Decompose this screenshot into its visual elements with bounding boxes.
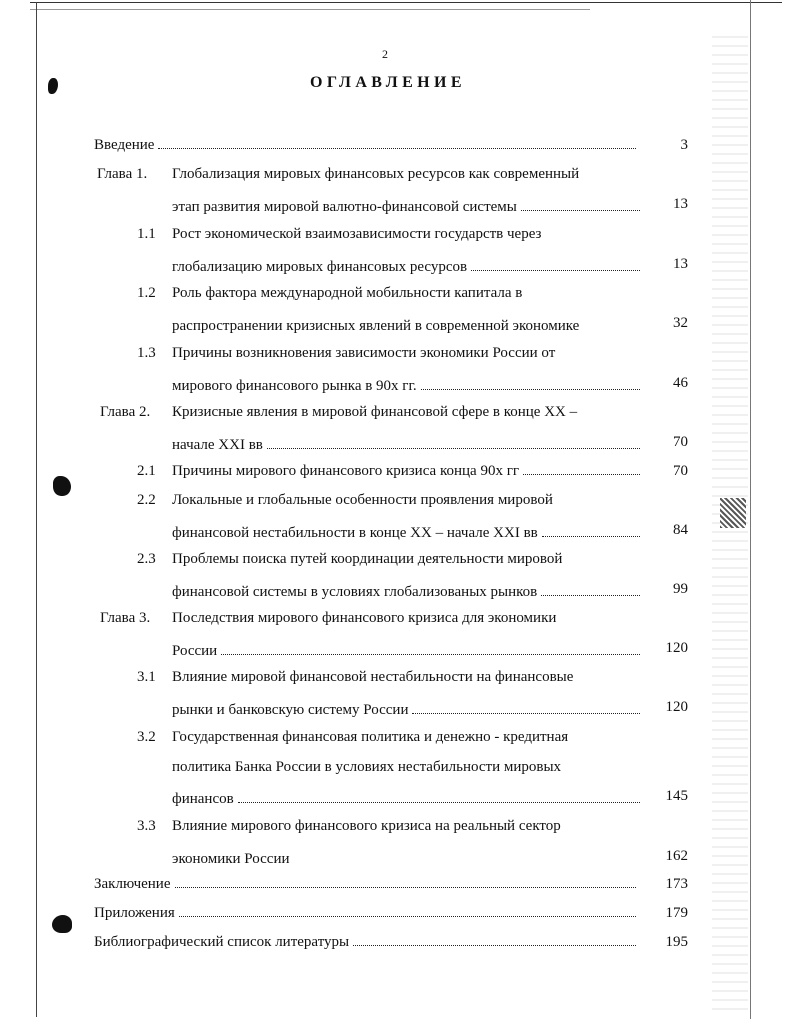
toc-entry-section-1-3[interactable] [0,345,700,405]
toc-entry-label: 1.2 [137,285,156,301]
dot-leader [521,210,640,211]
scan-edge [30,9,590,10]
toc-entry-title: Последствия мирового финансового кризиса для экономики [172,610,557,626]
toc-entry-label: Глава 1. [97,166,148,182]
toc-page-number: 84 [673,522,688,538]
toc-entry-title-cont: финансовой нестабильности в конце XX – начале XXI вв [172,525,538,541]
toc-entry-title: Заключение [94,876,171,892]
toc-entry-label: 2.3 [137,551,156,567]
dot-leader [158,148,636,149]
dot-leader [542,536,640,537]
dot-leader [179,916,636,917]
toc-entry-title: Причины мирового финансового кризиса конца 90х гг [172,463,519,479]
toc-page-number: 70 [673,434,688,450]
toc-entry-title: Причины возникновения зависимости экономики России от [172,345,556,361]
toc-entry-bibliography[interactable] [0,934,700,964]
dot-leader [523,474,640,475]
toc-entry-intro[interactable] [0,137,700,167]
toc-page-number: 162 [665,848,688,864]
toc-page-number: 32 [673,315,688,331]
toc-entry-title: Проблемы поиска путей координации деятельности мировой [172,551,563,567]
dot-leader [541,595,640,596]
toc-entry-section-1-2[interactable] [0,285,700,345]
toc-entry-title-cont: глобализацию мировых финансовых ресурсов [172,259,468,275]
toc-entry-title-cont: финансовой системы в условиях глобализованых рынков [172,584,538,600]
toc-entry-label: 1.1 [137,226,156,242]
dot-leader [175,887,637,888]
toc-page-number: 46 [673,375,688,391]
toc-entry-title-cont: мирового финансового рынка в 90х гг. [172,378,417,394]
toc-page-number: 173 [665,876,688,892]
toc-page-number: 145 [665,788,688,804]
toc-entry-title: Роль фактора международной мобильности капитала в [172,285,523,301]
toc-entry-section-3-3[interactable] [0,818,700,878]
toc-entry-label: Глава 3. [100,610,151,626]
toc-entry-label: 3.2 [137,729,156,745]
toc-entry-label: Глава 2. [100,404,151,420]
dot-leader [267,448,640,449]
toc-entry-chapter-3[interactable] [0,610,700,670]
toc-entry-title: Влияние мировой финансовой нестабильности на финансовые [172,669,574,685]
toc-entry-chapter-2[interactable] [0,404,700,464]
toc-entry-section-2-3[interactable] [0,551,700,611]
dot-leader [471,270,640,271]
toc-entry-title-cont: начале XXI вв [172,437,263,453]
toc-entry-section-3-2[interactable] [0,729,700,819]
toc-entry-section-2-1[interactable] [0,463,700,493]
toc-entry-title: Кризисные явления в мировой финансовой сфере в конце XX – [172,404,578,420]
page-number: 2 [382,47,388,61]
ink-blot [48,78,58,94]
dot-leader [421,389,640,390]
page-title: ОГЛАВЛЕНИЕ [310,74,466,91]
toc-entry-title-cont: экономики России [172,851,290,867]
toc-page-number: 3 [680,137,688,153]
toc-entry-label: 2.1 [137,463,156,479]
toc-entry-title-cont: рынки и банковскую систему России [172,702,409,718]
toc-entry-title: Влияние мирового финансового кризиса на реальный сектор [172,818,561,834]
toc-page-number: 70 [673,463,688,479]
toc-entry-title: Введение [94,137,155,153]
dot-leader [353,945,636,946]
toc-entry-title: Приложения [94,905,175,921]
toc-entry-title: Государственная финансовая политика и денежно - кредитная [172,729,569,745]
toc-entry-chapter-1[interactable] [0,166,700,226]
dot-leader [221,654,640,655]
toc-entry-title-cont: распространении кризисных явлений в современной экономике [172,318,580,334]
scan-edge [750,0,751,1019]
toc-page-number: 120 [665,699,688,715]
toc-entry-title: Рост экономической взаимозависимости государств через [172,226,542,242]
scan-edge [30,2,782,3]
toc-entry-label: 1.3 [137,345,156,361]
toc-page-number: 99 [673,581,688,597]
toc-entry-title: Глобализация мировых финансовых ресурсов как современный [172,166,580,182]
toc-page-number: 195 [665,934,688,950]
toc-page-number: 13 [673,196,688,212]
toc-entry-title-cont: политика Банка России в условиях нестабильности мировых [172,759,562,775]
toc-entry-label: 3.1 [137,669,156,685]
toc-entry-title: Библиографический список литературы [94,934,350,950]
toc-page-number: 120 [665,640,688,656]
dot-leader [412,713,640,714]
toc-entry-title-cont: этап развития мировой валютно-финансовой системы [172,199,517,215]
toc-entry-label: 3.3 [137,818,156,834]
toc-entry-conclusion[interactable] [0,876,700,906]
toc-page-number: 179 [665,905,688,921]
toc-entry-section-3-1[interactable] [0,669,700,729]
toc-page-number: 13 [673,256,688,272]
toc-entry-appendices[interactable] [0,905,700,935]
toc-entry-section-2-2[interactable] [0,492,700,552]
scan-noise [720,498,746,528]
toc-entry-title-cont: финансов [172,791,234,807]
toc-entry-title: Локальные и глобальные особенности проявления мировой [172,492,553,508]
toc-entry-section-1-1[interactable] [0,226,700,286]
toc-entry-title-cont: России [172,643,218,659]
dot-leader [238,802,640,803]
toc-entry-label: 2.2 [137,492,156,508]
